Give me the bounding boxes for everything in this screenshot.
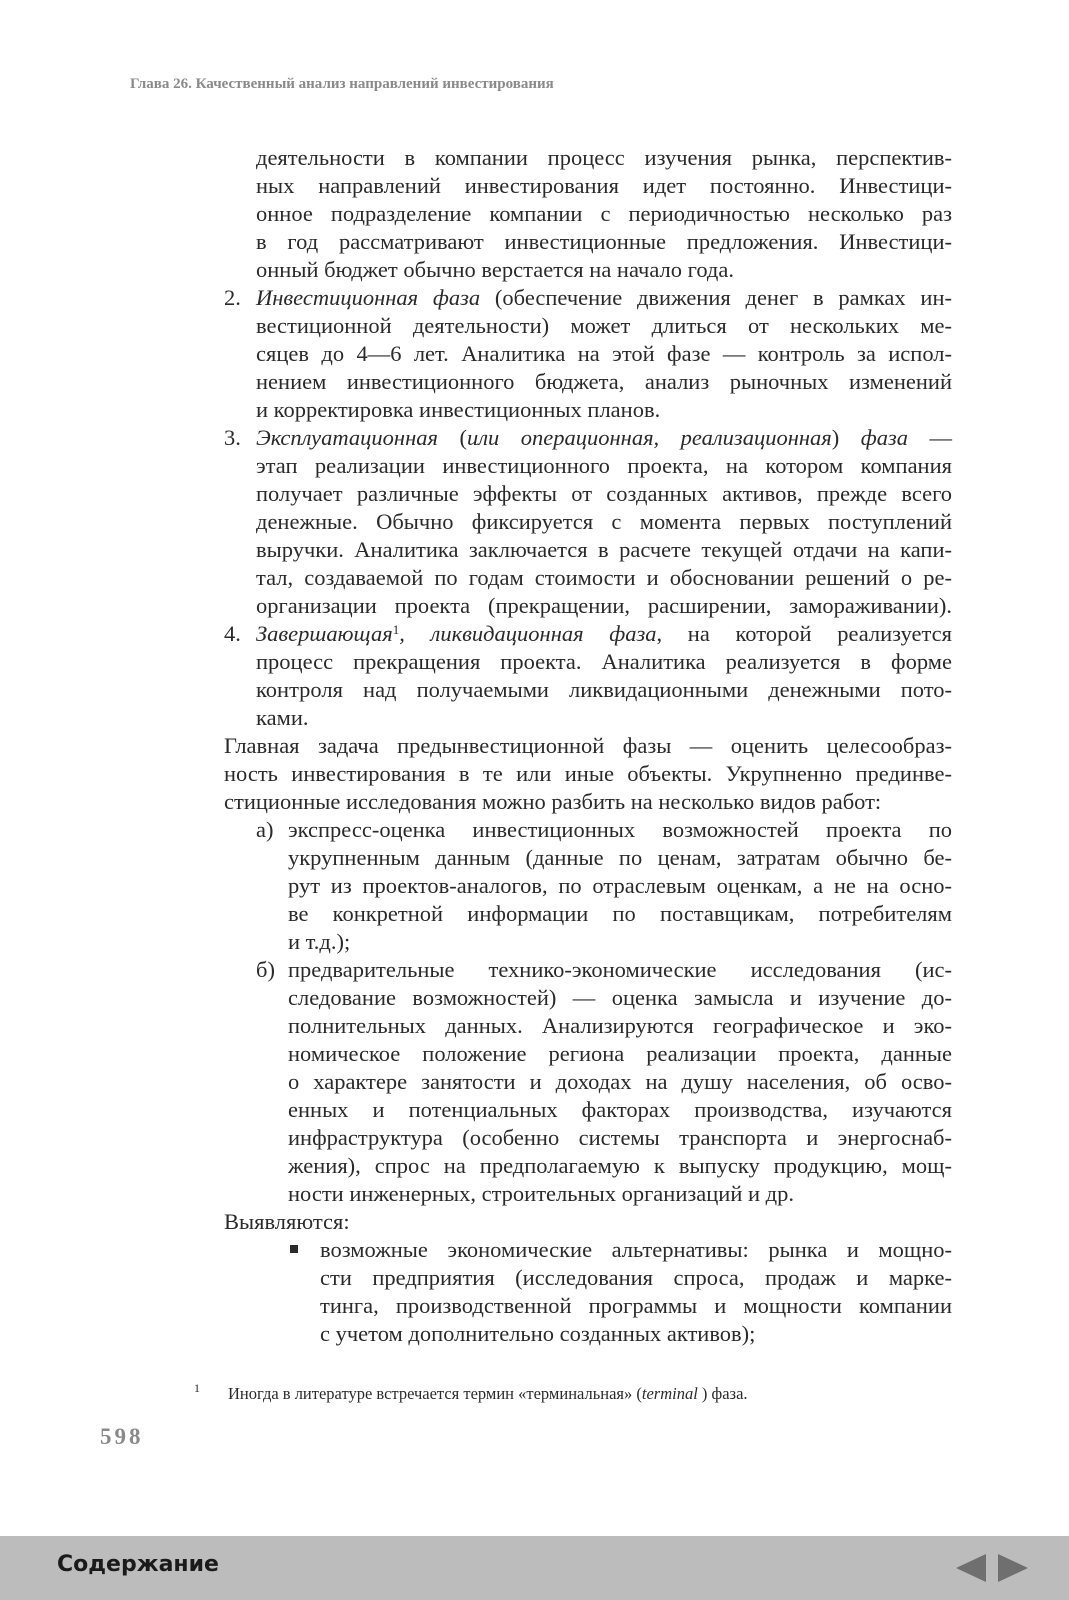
text-line: стиционные исследования можно разбить на несколько видов работ: — [224, 789, 882, 814]
text-line: этап реализации инвестиционного проекта, на котором компания — [256, 453, 952, 478]
text-line: в год рассматривают инвестиционные предложения. Инвестици- — [256, 229, 952, 254]
footnote-ref[interactable]: 1 — [392, 622, 400, 637]
footnote-text: Иногда в литературе встречается термин «терминальная» (terminal ) фаза. — [228, 1384, 748, 1403]
arrow-right-icon — [996, 1552, 1030, 1584]
list-item-first-line: Инвестиционная фаза (обеспечение движения денег в рамках ин- — [256, 285, 952, 310]
text-line: сяцев до 4—6 лет. Аналитика на этой фазе — контроль за испол- — [256, 341, 952, 366]
text-line: деятельности в компании процесс изучения рынка, перспектив- — [256, 145, 952, 170]
text-line: онный бюджет обычно верстается на начало года. — [256, 257, 734, 282]
footnote-number: 1 — [194, 1381, 200, 1395]
text-line: номическое положение региона реализации проекта, данные — [288, 1041, 952, 1066]
list-number: 3. — [224, 425, 241, 450]
running-head: Глава 26. Качественный анализ направлений инвестирования — [130, 76, 554, 92]
text-line: нением инвестиционного бюджета, анализ рыночных изменений — [256, 369, 952, 394]
text-line: жения), спрос на предполагаемую к выпуску продукцию, мощ- — [288, 1153, 952, 1178]
text-line: выручки. Аналитика заключается в расчете текущей отдачи на капи- — [256, 537, 952, 562]
text-line: Главная задача предынвестиционной фазы — оценить целесообраз- — [224, 733, 952, 758]
text-line: вестиционной деятельности) может длиться от нескольких ме- — [256, 313, 952, 338]
text-line: онное подразделение компании с периодичностью несколько раз — [256, 201, 952, 226]
phase-name: Инвестиционная фаза — [256, 285, 481, 310]
list-number: 4. — [224, 621, 241, 646]
next-page-button[interactable] — [996, 1552, 1030, 1584]
text-line: и т.д.); — [288, 929, 351, 954]
contents-button[interactable]: Содержание — [57, 1552, 219, 1577]
list-marker: а) — [256, 817, 274, 842]
list-number: 2. — [224, 285, 241, 310]
square-bullet-icon — [290, 1245, 298, 1253]
text-line: Выявляются: — [224, 1209, 350, 1234]
text-line: ве конкретной информации по поставщикам, потребителям — [288, 901, 952, 926]
text-line: о характере занятости и доходах на душу населения, об осво- — [288, 1069, 952, 1094]
text-line: сти предприятия (исследования спроса, продаж и марке- — [320, 1265, 952, 1290]
text-line: организации проекта (прекращении, расширении, замораживании). — [256, 593, 952, 618]
text-line: контроля над получаемыми ликвидационными денежными пото- — [256, 677, 952, 702]
text-line: денежные. Обычно фиксируется с момента первых поступлений — [256, 509, 952, 534]
previous-page-button[interactable] — [954, 1552, 988, 1584]
text-line: ками. — [256, 705, 309, 730]
text-line: рут из проектов-аналогов, по отраслевым оценкам, а не на осно- — [288, 873, 952, 898]
text-line: тинга, производственной программы и мощности компании — [320, 1293, 952, 1318]
text-line: полнительных данных. Анализируются географическое и эко- — [288, 1013, 952, 1038]
footnote-term: terminal — [641, 1384, 698, 1403]
text-line: ность инвестирования в те или иные объекты. Укрупненно прединве- — [224, 761, 952, 786]
page-number: 598 — [100, 1424, 144, 1449]
text-line: с учетом дополнительно созданных активов); — [320, 1321, 756, 1346]
text-line: ных направлений инвестирования идет постоянно. Инвестици- — [256, 173, 952, 198]
list-item-first-line: Эксплуатационная (или операционная, реализационная) фаза — — [256, 425, 952, 450]
text-line: возможные экономические альтернативы: рынка и мощно- — [320, 1237, 952, 1262]
text-line: укрупненным данным (данные по ценам, затратам обычно бе- — [288, 845, 952, 870]
text-line: получает различные эффекты от созданных активов, прежде всего — [256, 481, 952, 506]
text-line: экспресс-оценка инвестиционных возможностей проекта по — [288, 817, 952, 842]
list-item-first-line: Завершающая$^1$, ликвидационная фаза, на которой реализуется — [256, 621, 952, 646]
text-line: енных и потенциальных факторах производства, изучаются — [288, 1097, 952, 1122]
text-line: процесс прекращения проекта. Аналитика реализуется в форме — [256, 649, 952, 674]
text-line: инфраструктура (особенно системы транспорта и энергоснаб- — [288, 1125, 952, 1150]
bottom-navigation-bar — [0, 1536, 1069, 1600]
arrow-left-icon — [954, 1552, 988, 1584]
text-line: и корректировка инвестиционных планов. — [256, 397, 661, 422]
text-line: следование возможностей) — оценка замысла и изучение до- — [288, 985, 952, 1010]
text-line: предварительные технико-экономические исследования (ис- — [288, 957, 952, 982]
text-line: ности инженерных, строительных организаций и др. — [288, 1181, 794, 1206]
list-marker: б) — [256, 957, 275, 982]
text-line: тал, создаваемой по годам стоимости и обосновании решений о ре- — [256, 565, 952, 590]
